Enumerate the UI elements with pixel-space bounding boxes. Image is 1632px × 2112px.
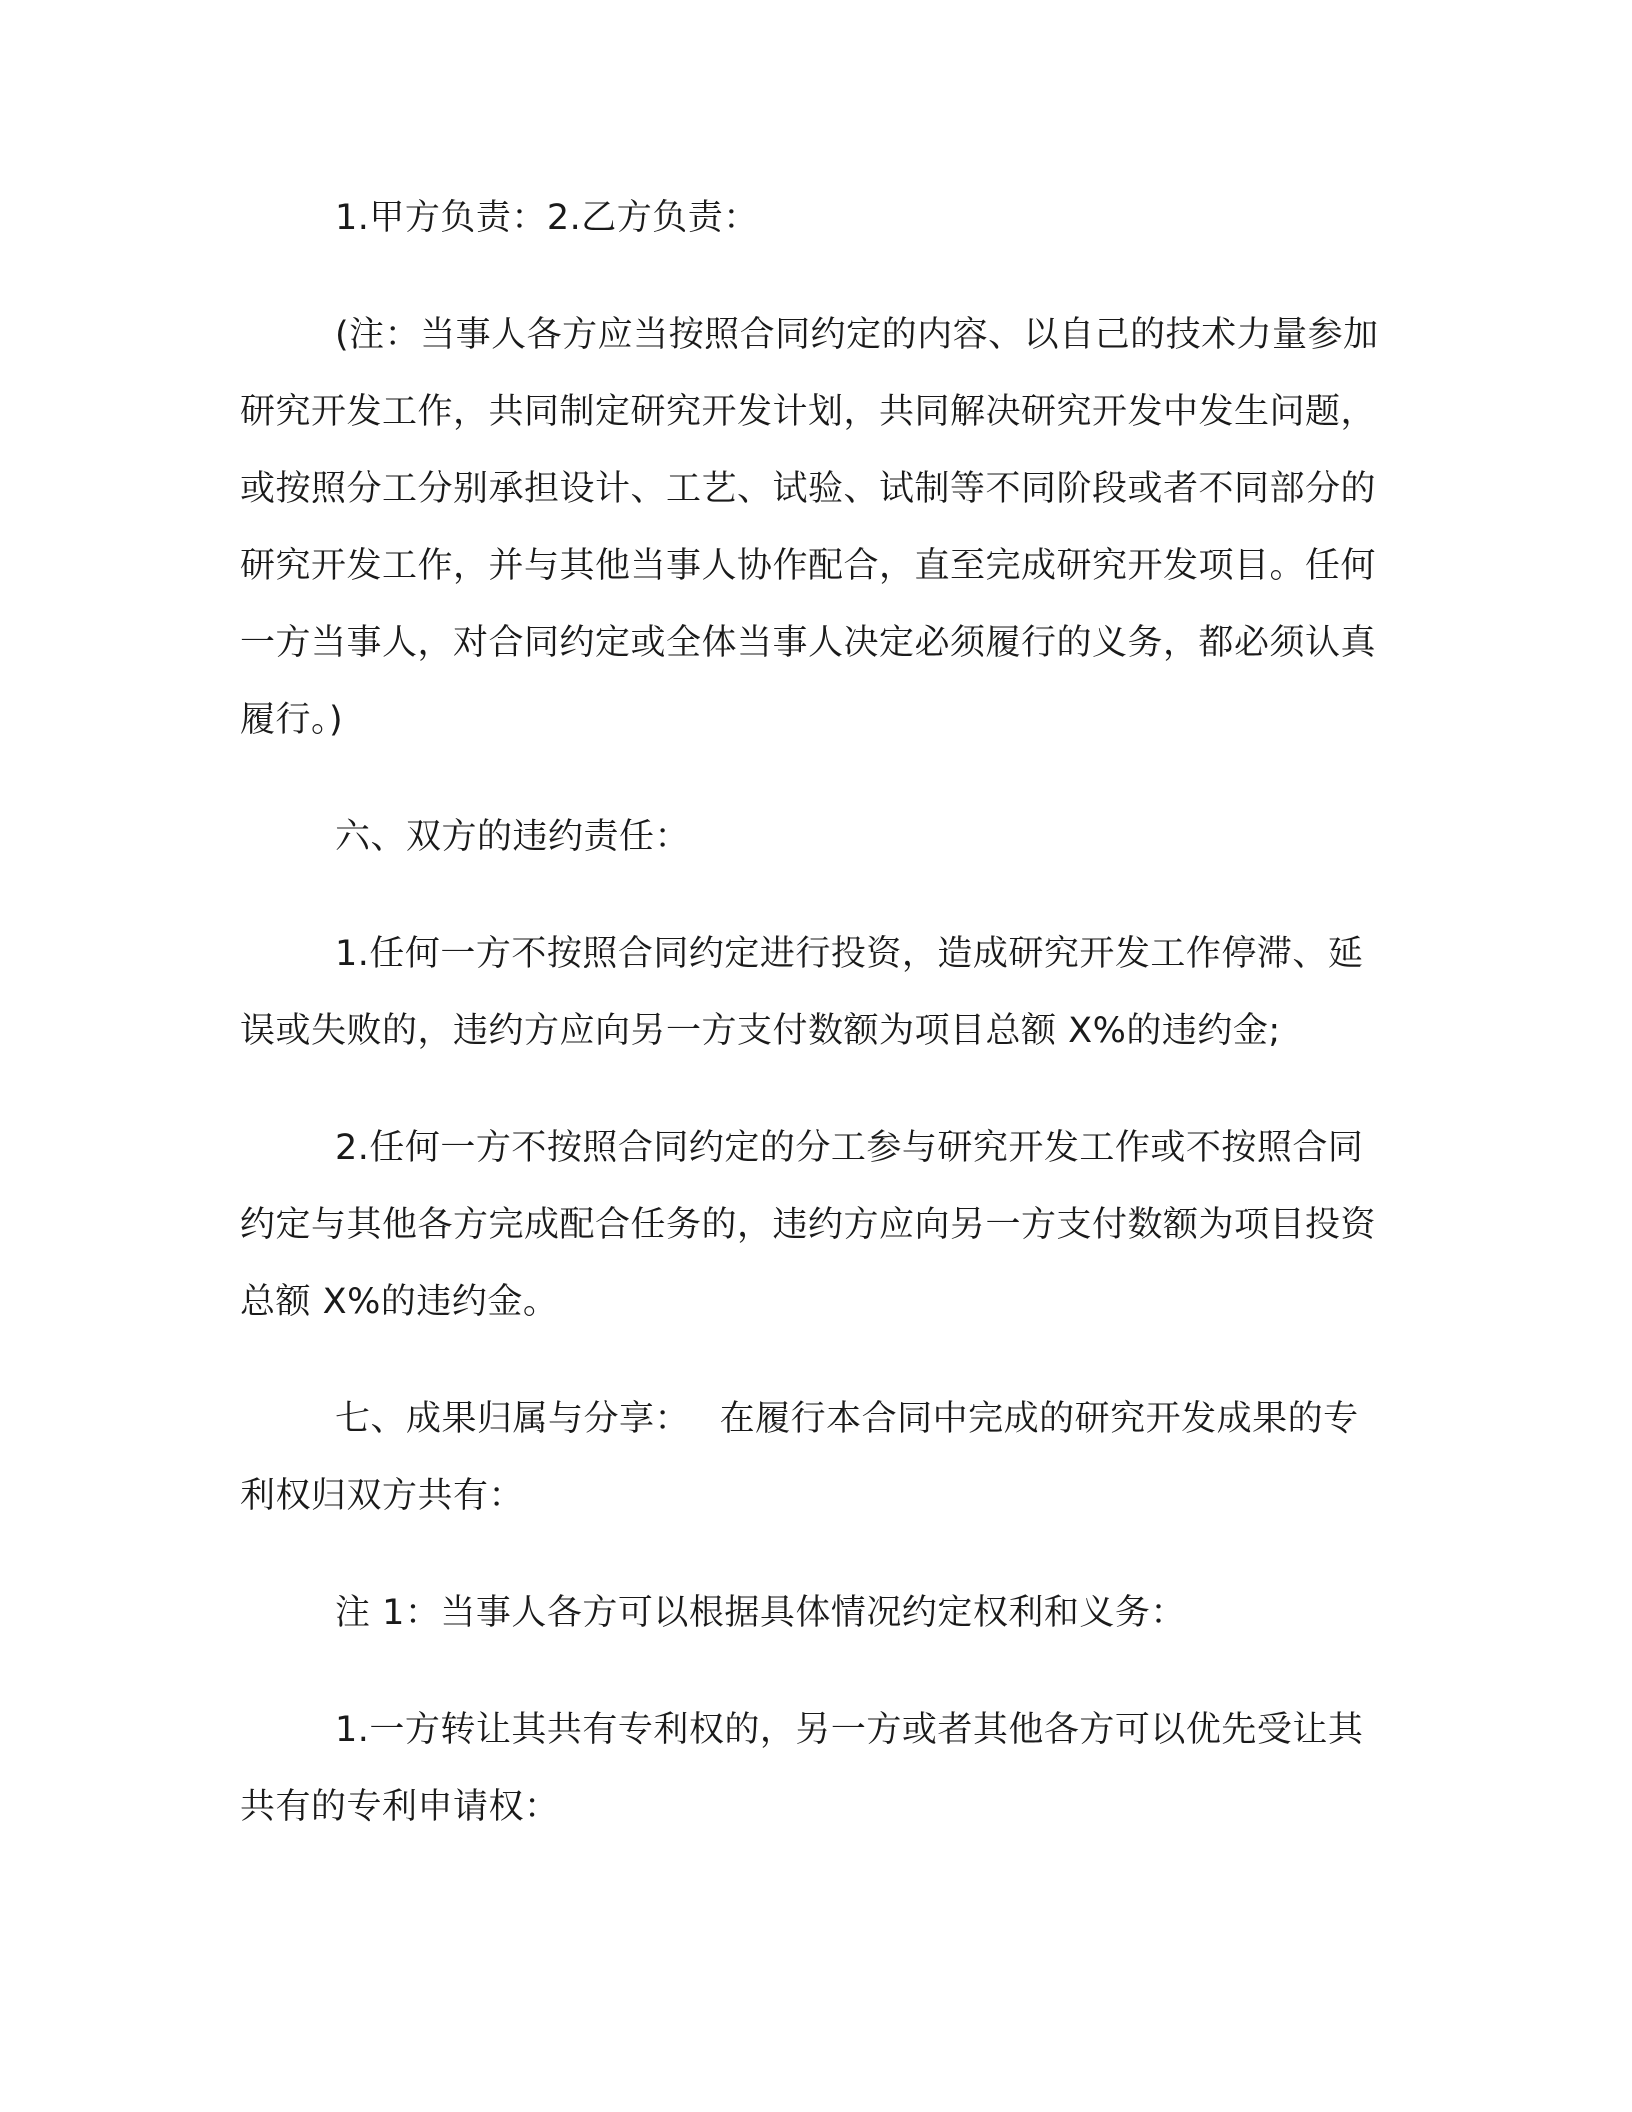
paragraph-transfer-1: 1.一方转让其共有专利权的，另一方或者其他各方可以优先受让其共有的专利申请权： [240, 1710, 1364, 1827]
paragraph-note-cooperation: (注：当事人各方应当按照合同约定的内容、以自己的技术力量参加研究开发工作，共同制定研究开发计划，共同解决研究开发中发生问题，或按照分工分别承担设计、工艺、试验、试制等不同阶段或者不同部分的研究开发工作，并与其他当事人协作配合，直至完成研究开发项目。任何一方当事人，对合同约定或全体当事人决定必须履行的义务，都必须认真履行。) [240, 315, 1379, 740]
paragraph-responsibilities: 1.甲方负责：2.乙方负责： [335, 198, 759, 238]
paragraph-breach-1: 1.任何一方不按照合同约定进行投资，造成研究开发工作停滞、延误或失败的，违约方应向另一方支付数额为项目总额 X%的违约金; [240, 934, 1364, 1051]
section-heading-breach: 六、双方的违约责任： [335, 817, 691, 857]
paragraph-breach-2: 2.任何一方不按照合同约定的分工参与研究开发工作或不按照合同约定与其他各方完成配合任务的，违约方应向另一方支付数额为项目投资总额 X%的违约金。 [240, 1128, 1377, 1322]
section-heading-ownership: 七、成果归属与分享： 在履行本合同中完成的研究开发成果的专利权归双方共有： [240, 1399, 1359, 1516]
document-body [240, 180, 1390, 1846]
paragraph-note-1: 注 1：当事人各方可以根据具体情况约定权利和义务： [335, 1593, 1186, 1633]
